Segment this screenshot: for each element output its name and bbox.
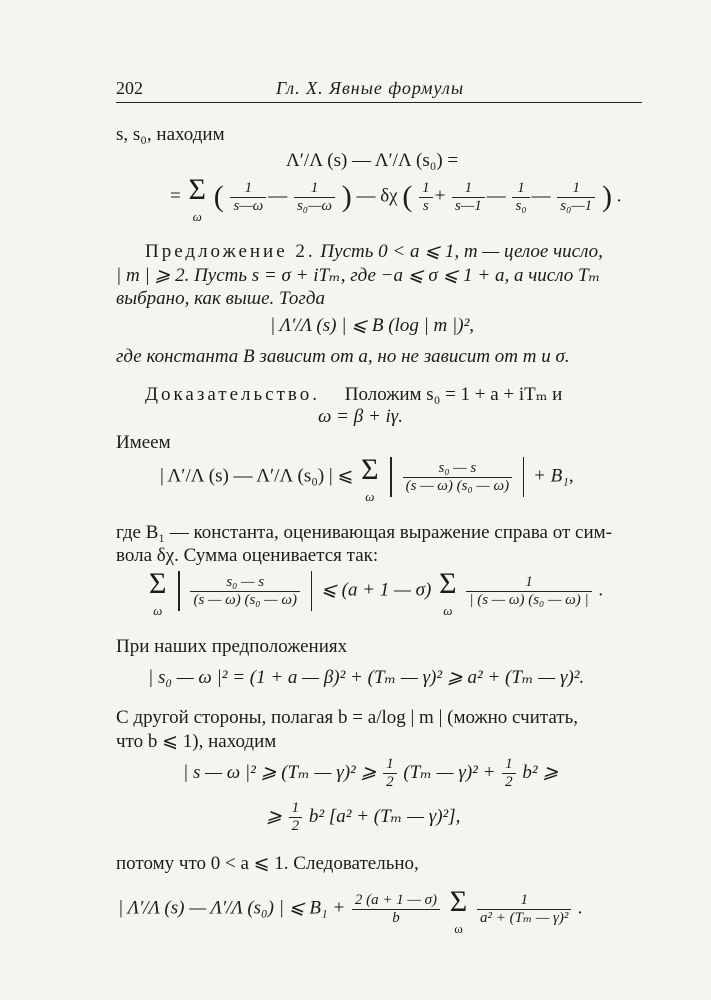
formula-1-bottom: = Σ ω ( $\frac{1}{s—\omega}$ — $\frac{1}{\text{s₀—ω}}$ ) — δχ ( $\frac{1}{s}$ + $\frac{1}{s—1}$ — $\frac{1}{\text{s₀}}$ — $\frac{1}{\text{s₀—1}}$ ) .: [170, 173, 622, 224]
formula-4: Σ ω $\frac{\text{s₀ — s}}{\text{(s — ω) (s₀ — ω)}}$ ⩽ (a + 1 — σ) Σ ω $\frac{1}{\text{| (s — ω) (s₀ — ω) |}}$ .: [149, 567, 604, 618]
sum-symbol: Σ ω: [361, 453, 379, 504]
fraction: $\frac{1}{\text{s₀—ω}}$: [294, 180, 335, 215]
sum-symbol: Σ ω: [449, 885, 468, 936]
formula-7: ⩾ $\frac{1}{2}$ b² [a² + (Tₘ — γ)²],: [266, 800, 461, 834]
text-have: Имеем: [116, 432, 171, 453]
text-where-2: вола δχ. Сумма оценивается так:: [116, 545, 379, 566]
formula-8: | Λ′/Λ (s) — Λ′/Λ (s₀) | ⩽ B₁ + $\frac{2 (a + 1 — \sigma)}{b}$ Σ ω $\frac{1}{\text{a² + (Tₘ — γ)²}}$ .: [118, 885, 583, 936]
fraction: $\frac{2 (a + 1 — \sigma)}{b}$: [352, 892, 440, 927]
fraction: $\frac{1}{\text{a² + (Tₘ — γ)²}}$: [477, 892, 571, 927]
text-line-1: s, s₀, находим: [116, 124, 225, 145]
proof-line-1: Доказательство. Положим s₀ = 1 + a + iTₘ и: [145, 384, 563, 405]
fraction: $\frac{1}{\text{s₀}}$: [512, 180, 529, 215]
fraction: $\frac{1}{\text{| (s — ω) (s₀ — ω) |}}$: [466, 574, 591, 609]
formula-3: | Λ′/Λ (s) — Λ′/Λ (s₀) | ⩽ Σ ω $\frac{\text{s₀ — s}}{\text{(s — ω) (s₀ — ω)}}$ + B₁,: [160, 453, 574, 504]
page-header: [116, 72, 642, 103]
fraction: $\frac{1}{s—1}$: [452, 180, 485, 215]
fraction: $\frac{\text{s₀ — s}}{\text{(s — ω) (s₀ — ω)}}$: [190, 574, 299, 609]
proposition-line-1: Предложение 2. Пусть 0 < a ⩽ 1, m — целое число,: [145, 241, 603, 262]
proposition-line-3: выбрано, как выше. Тогда: [116, 288, 325, 309]
fraction: $\frac{1}{s—\omega}$: [230, 180, 266, 215]
formula-6: | s — ω |² ⩾ (Tₘ — γ)² ⩾ $\frac{1}{2}$ (Tₘ — γ)² + $\frac{1}{2}$ b² ⩾: [183, 756, 559, 790]
fraction: $\frac{1}{s}$: [419, 180, 433, 215]
sum-symbol: Σ ω: [188, 173, 206, 224]
sum-symbol: Σ ω: [149, 567, 167, 618]
fraction-half: $\frac{1}{2}$: [289, 800, 303, 835]
formula-2: | Λ′/Λ (s) | ⩽ B (log | m |)²,: [270, 315, 475, 336]
text-other-2: что b ⩽ 1), находим: [116, 731, 277, 752]
text-because: потому что 0 < a ⩽ 1. Следовательно,: [116, 853, 419, 874]
proposition-line-4: где константа B зависит от a, но не зависит от m и σ.: [116, 346, 570, 367]
fraction-half: $\frac{1}{2}$: [502, 756, 516, 791]
page-number: 202: [116, 78, 143, 98]
fraction: $\frac{1}{\text{s₀—1}}$: [557, 180, 595, 215]
text-where-1: где B₁ — константа, оценивающая выражение справа от сим-: [116, 522, 612, 543]
text-other-1: С другой стороны, полагая b = a/log | m | (можно считать,: [116, 707, 579, 728]
fraction-half: $\frac{1}{2}$: [383, 756, 397, 791]
formula-5: | s₀ — ω |² = (1 + a — β)² + (Tₘ — γ)² ⩾ a² + (Tₘ — γ)².: [148, 667, 585, 688]
fraction: $\frac{\text{s₀ — s}}{\text{(s — ω) (s₀ — ω)}}$: [403, 460, 512, 495]
running-title: Гл. X. Явные формулы: [276, 78, 465, 98]
proposition-line-2: | m | ⩾ 2. Пусть s = σ + iTₘ, где −a ⩽ σ ⩽ 1 + a, а число Tₘ: [116, 265, 601, 286]
formula-1-top: Λ′/Λ (s) — Λ′/Λ (s₀) =: [286, 150, 459, 171]
text-assumptions: При наших предположениях: [116, 636, 348, 657]
proof-line-2: ω = β + iγ.: [318, 406, 404, 427]
sum-symbol: Σ ω: [439, 567, 457, 618]
